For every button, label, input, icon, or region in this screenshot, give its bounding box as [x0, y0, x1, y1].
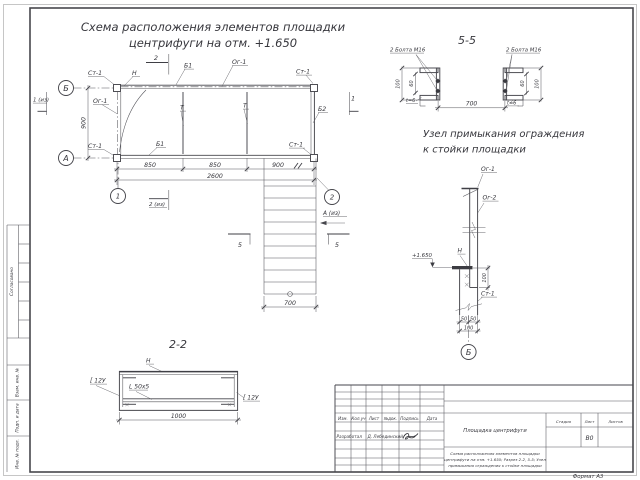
tb-list-value: В0: [585, 435, 594, 442]
s22-dim-1000: 1000: [170, 413, 187, 420]
label-b1-bottom: Б1: [156, 141, 165, 148]
label-st1-bl: Ст-1: [88, 143, 103, 150]
dim-850-a: 850: [144, 162, 156, 169]
section-5-5-title: 5-5: [458, 34, 476, 47]
label-t-beam2: Т: [243, 102, 247, 110]
thickness-label-left: t=6: [406, 98, 416, 104]
tb-header-list: Лист: [368, 415, 380, 421]
dim-60-right: 60: [520, 80, 526, 87]
tb-desc-line1: Схема расположения элементов площадки: [450, 451, 540, 456]
plan-title-line1: Схема расположения элементов площадки: [80, 20, 346, 34]
s22-label-n: Н: [146, 357, 151, 365]
node-dim-50a: 50: [460, 316, 468, 323]
tb-razrab-label: Разработал: [336, 433, 362, 439]
label-b1-top: Б1: [184, 62, 193, 70]
node-dim-50b: 50: [470, 316, 477, 323]
tb-razrab-name: Д. Лебединский: [367, 433, 403, 439]
dim-900-vertical: 900: [80, 117, 88, 129]
bolt-callout-right: 2 Болта М16: [506, 47, 542, 54]
node-label-st1: Ст-1: [481, 290, 495, 298]
tb-header-ndok: №док.: [383, 415, 398, 421]
tb-doc-name: Площадка центрифуги: [463, 428, 527, 434]
grid-label-b: Б: [63, 84, 69, 93]
tb-header-podpis: Подпись: [400, 415, 419, 421]
tb-desc-line3: примыкания ограждения к стойке площадки: [448, 463, 542, 468]
section-2-2-title: 2-2: [169, 338, 187, 351]
node-label-og2: Ог-2: [482, 194, 497, 202]
strip-label-vzam-inv: Взам. инв. №: [15, 367, 21, 398]
label-st1-tl: Ст-1: [88, 70, 103, 77]
label-t-beam1: Т: [180, 104, 184, 112]
plan-title-line2: центрифуги на отм. +1.650: [128, 36, 298, 50]
tb-header-data: Дата: [426, 415, 438, 421]
view-mark-a: А (из): [323, 211, 341, 217]
format-note: Формат А3: [572, 474, 604, 480]
s22-label-l50: L 50х5: [129, 383, 150, 391]
section-mark-2-bottom: 2 (из): [149, 202, 166, 208]
section-mark-1-left: 1 (из): [33, 97, 50, 104]
tb-header-izm: Изм.: [338, 415, 348, 421]
node-dim-100b: 100: [463, 325, 474, 332]
label-og1-top: Ог-1: [232, 59, 247, 66]
node-dim-100: 100: [481, 273, 488, 283]
label-og1-left: Ог-1: [93, 98, 108, 105]
node-label-n: Н: [457, 247, 463, 255]
dim-60-left: 60: [409, 80, 415, 87]
node-grid-label-b: Б: [465, 348, 472, 357]
dim-700-55: 700: [465, 100, 478, 108]
node-title-line2: к стойки площадки: [423, 144, 526, 156]
dim-700-stair: 700: [284, 300, 296, 307]
dim-100-right: 100: [534, 79, 541, 89]
node-level-mark: +1.650: [412, 253, 432, 259]
tb-desc-line2: центрифуги на отм. +1.650; Разрез 2-2, 5-5; Узел: [444, 457, 546, 462]
node-title-line1: Узел примыкания ограждения: [423, 129, 585, 140]
bolt-callout-left: 2 Болта М16: [390, 47, 426, 54]
section-mark-5-right: 5: [334, 241, 340, 249]
tb-header-stadia: Стадия: [556, 418, 571, 424]
label-n: Н: [132, 70, 137, 77]
s22-label-c12u-left: [ 12У: [90, 377, 106, 385]
label-b2: Б2: [318, 106, 327, 113]
node-label-og1: Ог-1: [481, 166, 495, 173]
label-st1-br: Ст-1: [289, 141, 304, 149]
strip-label-soglasovano: Согласовано: [10, 267, 15, 296]
dim-100-left: 100: [395, 79, 402, 89]
thickness-label-right: t=6: [507, 100, 517, 107]
floor-bar: [452, 266, 473, 269]
dim-2600: 2600: [207, 173, 223, 180]
section-mark-2-top: 2: [153, 54, 159, 62]
tb-header-listov: Листов: [608, 418, 623, 424]
tb-header-list2: Лист: [584, 418, 595, 424]
section-mark-1-right: 1: [351, 94, 356, 103]
strip-label-podp-data: Подп. и дата: [15, 403, 21, 433]
section-mark-5-left: 5: [237, 241, 243, 249]
strip-label-inv-podl: Инв. № подл.: [15, 439, 21, 469]
grid-label-a: А: [63, 154, 69, 163]
grid-label-1: 1: [115, 192, 121, 201]
dim-900: 900: [272, 162, 284, 169]
grid-label-2: 2: [329, 193, 335, 202]
s22-label-c12u-right: [ 12У: [243, 394, 259, 402]
dim-850-b: 850: [209, 162, 221, 169]
tb-header-koluch: Кол.уч: [351, 415, 366, 421]
label-st1-tr: Ст-1: [296, 68, 311, 76]
